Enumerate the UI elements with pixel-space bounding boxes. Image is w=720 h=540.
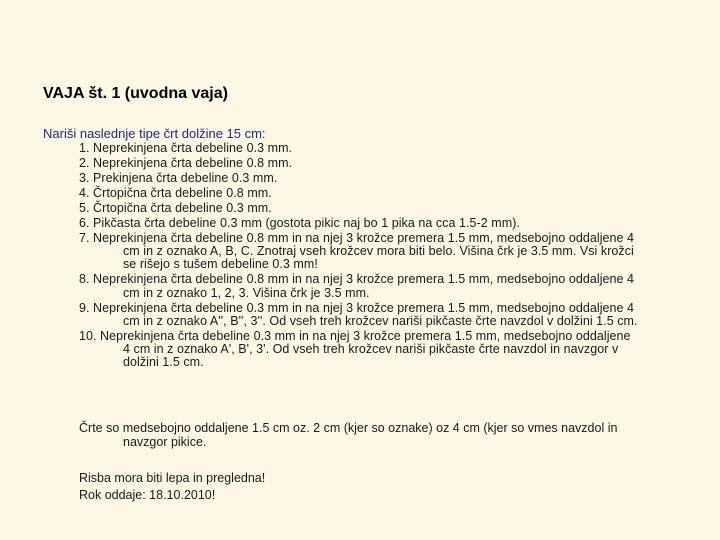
list-item: 4. Črtopična črta debeline 0.8 mm.: [79, 186, 272, 200]
list-item: 3. Prekinjena črta debeline 0.3 mm.: [79, 171, 278, 185]
list-item: 7. Neprekinjena črta debeline 0.8 mm in na njej 3 krožce premera 1.5 mm, medsebojno oddaljene 4 cm in z oznako A, B, C. Znotraj vseh krožcev mora biti belo. Višina črk je 3.5 mm. Vsi krožci se rišejo s tušem debeline 0.3 mm!: [79, 231, 635, 272]
list-item: 10. Neprekinjena črta debeline 0.3 mm in na njej 3 krožce premera 1.5 mm, medsebojno oddaljene 4 cm in z oznako A', B', 3'. Od vseh treh krožcev nariši pikčaste črte navzdol in navzgor v dolžini 1.5 cm.: [79, 328, 631, 370]
intro-text: Nariši naslednje tipe črt dolžine 15 cm:: [43, 126, 266, 141]
page-title: VAJA št. 1 (uvodna vaja): [43, 85, 228, 102]
instruction-list: [79, 142, 639, 371]
list-item: 2. Neprekinjena črta debeline 0.8 mm.: [79, 156, 293, 170]
closing-remarks: [79, 470, 649, 504]
list-item: 5. Črtopična črta debeline 0.3 mm.: [79, 201, 272, 215]
list-item: 8. Neprekinjena črta debeline 0.8 mm in na njej 3 krožce premera 1.5 mm, medsebojno oddaljene 4 cm in z oznako 1, 2, 3. Višina črk je 3.5 mm.: [79, 272, 635, 300]
spacing-note: Črte so medsebojno oddaljene 1.5 cm oz. 2 cm (kjer so oznake) oz 4 cm (kjer so vmes navzdol in navzgor pikice.: [79, 421, 618, 449]
list-item: 1. Neprekinjena črta debeline 0.3 mm.: [79, 141, 293, 155]
list-item: 6. Pikčasta črta debeline 0.3 mm (gostota pikic naj bo 1 pika na cca 1.5-2 mm).: [79, 216, 520, 230]
quality-remark: Risba mora biti lepa in pregledna!: [79, 471, 266, 485]
list-item: 9. Neprekinjena črta debeline 0.3 mm in na njej 3 krožce premera 1.5 mm, medsebojno oddaljene 4 cm in z oznako A'', B'', 3''. Od vseh treh krožcev nariši pikčaste črte navzdol v dolžini 1.5 cm.: [79, 300, 638, 328]
deadline-text: Rok oddaje: 18.10.2010!: [79, 488, 216, 502]
